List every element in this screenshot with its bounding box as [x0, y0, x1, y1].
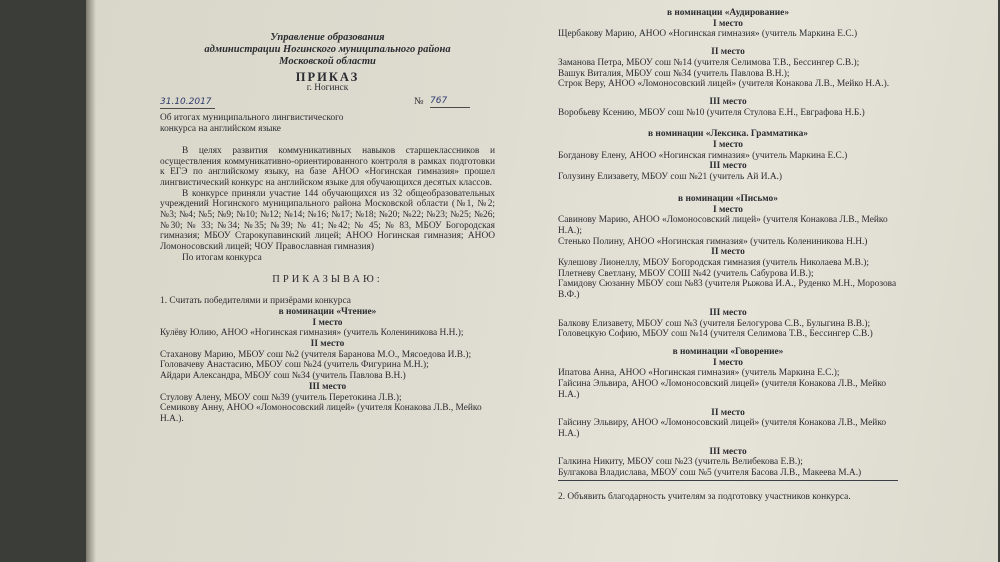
- paragraph-results-intro: По итогам конкурса: [182, 252, 262, 263]
- list-item: Голузину Елизавету, МБОУ сош №21 (учитель Ай И.А.): [558, 172, 783, 183]
- place-heading-3: III место: [308, 381, 347, 392]
- list-item: Айдари Александра, МБОУ сош №34 (учитель Павлова В.Н.): [160, 371, 406, 382]
- list-item: Стулову Алену, МБОУ сош №39 (учитель Перетокина Л.В.);: [160, 392, 402, 403]
- nomination-title-reading: в номинации «Чтение»: [278, 306, 377, 317]
- list-item: Гамидову Сюзанну МБОУ сош №83 (учителя Рыжова И.А., Руденко М.Н., Морозова В.Ф.): [558, 279, 897, 301]
- list-item: Ипатова Анна, АНОО «Ногинская гимназия» (учитель Маркина Е.С.);: [558, 368, 840, 379]
- list-item: Плетневу Светлану, МБОУ СОШ №42 (учитель Сабурова И.В.);: [558, 268, 814, 279]
- list-item: Галкина Никиту, МБОУ сош №23 (учитель Велибекова Е.В.);: [558, 457, 803, 468]
- subject-line-2: конкурса на английском языке: [160, 124, 281, 135]
- divider: [558, 480, 898, 481]
- nomination-title-listening: в номинации «Аудирование»: [666, 8, 790, 18]
- document-type-title: ПРИКАЗ: [295, 70, 360, 84]
- header-line-1: Управление образования: [270, 32, 385, 43]
- place-heading-2: II место: [711, 47, 745, 58]
- number-label: №: [414, 96, 424, 108]
- list-item: Вашук Виталия, МБОУ сош №34 (учитель Павлова В.Н.);: [558, 68, 790, 79]
- list-item: Семикову Анну, АНОО «Ломоносовский лицей» (учителя Конакова Л.В., Мейко Н.А.).: [160, 403, 482, 424]
- list-item: Стенько Полину, АНОО «Ногинская гимназия» (учитель Колениникова Н.Н.): [558, 236, 868, 247]
- place-heading-1: I место: [713, 357, 743, 368]
- place-heading-1: I место: [713, 204, 743, 215]
- place-heading-1: I место: [312, 317, 343, 328]
- place-heading-3: III место: [709, 446, 747, 457]
- place-heading-2: II место: [310, 339, 345, 350]
- paragraph-purpose: В целях развития коммуникативных навыков старшеклассников и осуществления коммуникативно-ориентированного контроля в рамках подготовки к ЕГЭ по английскому языку, на базе АНОО «Ногинская гимназия» прошел лингвистический конкурс на английском языке для обучающихся десятых классов.: [160, 145, 495, 188]
- list-item: Строк Веру, АНОО «Ломоносовский лицей» (учителя Конакова Л.В., Мейко Н.А.).: [558, 79, 890, 90]
- nomination-title-speaking: в номинации «Говорение»: [672, 346, 784, 357]
- list-item: Гайсина Эльвира, АНОО «Ломоносовский лицей» (учителя Конакова Л.В., Мейко Н.А.): [558, 379, 887, 400]
- place-heading-3: III место: [709, 96, 747, 107]
- list-item: Щербакову Марию, АНОО «Ногинская гимназия» (учитель Маркина Е.С.): [558, 29, 858, 40]
- document-city: г. Ногинск: [306, 82, 349, 93]
- place-heading-3: III место: [709, 307, 747, 318]
- list-item: Заманова Петра, МБОУ сош №14 (учителя Селимова Т.В., Бессингер С.В.);: [558, 57, 860, 68]
- order-item-2: 2. Объявить благодарность учителям за подготовку участников конкурса.: [558, 491, 851, 502]
- header-line-2: администрации Ногинского муниципального района: [204, 44, 451, 55]
- list-item: Кулёву Юлию, АНОО «Ногинская гимназия» (учитель Колениникова Н.Н.);: [160, 328, 464, 339]
- page-edge-shadow: [86, 0, 96, 562]
- order-heading: ПРИКАЗЫВАЮ:: [272, 273, 383, 285]
- handwritten-date: 31.10.2017: [160, 97, 215, 109]
- handwritten-number: 767: [430, 96, 470, 108]
- order-item-1: 1. Считать победителями и призёрами конкурса: [160, 296, 351, 307]
- left-column: [160, 32, 495, 425]
- list-item: Савинову Марию, АНОО «Ломоносовский лицей» (учителя Конакова Л.В., Мейко Н.А.);: [558, 215, 888, 236]
- place-heading-3: III место: [709, 161, 747, 172]
- list-item: Булгакова Владислава, МБОУ сош №5 (учителя Басова Л.В., Макеева М.А.): [558, 468, 862, 479]
- paragraph-participants: В конкурсе приняли участие 144 обучающихся из 32 общеобразовательных учреждений Ногинского муниципального района Московской области (№1, №2; №3; №4; №5; №9; №10; №12; №14; №16; №17; №18; №20; №22; №23; №25; №26; №30; № 33; №34; №35; №39; № 41; №42; № 45; № 83, МБОУ Богородская гимназия; МБОУ Старокупавинский лицей; АНОО Ногинская гимназия; АНОО Ломоносовский лицей; ЧОУ Православная гимназия): [160, 188, 495, 253]
- list-item: Стаханову Марию, МБОУ сош №2 (учителя Баранова М.О., Мясоедова И.В.);: [160, 349, 472, 360]
- right-column: [558, 8, 898, 502]
- place-heading-2: II место: [711, 407, 745, 418]
- list-item: Головецкую Софию, МБОУ сош №14 (учителя Селимова Т.В., Бессингер С.В.): [558, 329, 873, 340]
- place-heading-1: I место: [713, 18, 743, 29]
- header-line-3: Московской области: [279, 56, 376, 67]
- list-item: Воробьеву Ксению, МБОУ сош №10 (учителя Стулова Е.Н., Евграфова Н.Б.): [558, 107, 865, 118]
- list-item: Гайсину Эльвиру, АНОО «Ломоносовский лицей» (учителя Конакова Л.В., Мейко Н.А.): [558, 418, 887, 439]
- place-heading-2: II место: [711, 247, 745, 258]
- list-item: Балкову Елизавету, МБОУ сош №3 (учителя Белогурова С.В., Булыгина В.В.);: [558, 318, 871, 329]
- date-number-row: [160, 97, 495, 109]
- place-heading-1: I место: [713, 140, 743, 151]
- document-page: [86, 0, 998, 562]
- list-item: Головачеву Анастасию, МБОУ сош №24 (учитель Фигурина М.Н.);: [160, 360, 429, 371]
- list-item: Кулешову Лионеллу, МБОУ Богородская гимназия (учитель Николаева М.В.);: [558, 258, 869, 269]
- list-item: Богданову Елену, АНОО «Ногинская гимназия» (учитель Маркина Е.С.): [558, 150, 848, 161]
- subject-line-1: Об итогах муниципального лингвистического: [160, 113, 344, 124]
- nomination-title-lexis: в номинации «Лексика. Грамматика»: [648, 129, 808, 140]
- nomination-title-writing: в номинации «Письмо»: [678, 193, 778, 204]
